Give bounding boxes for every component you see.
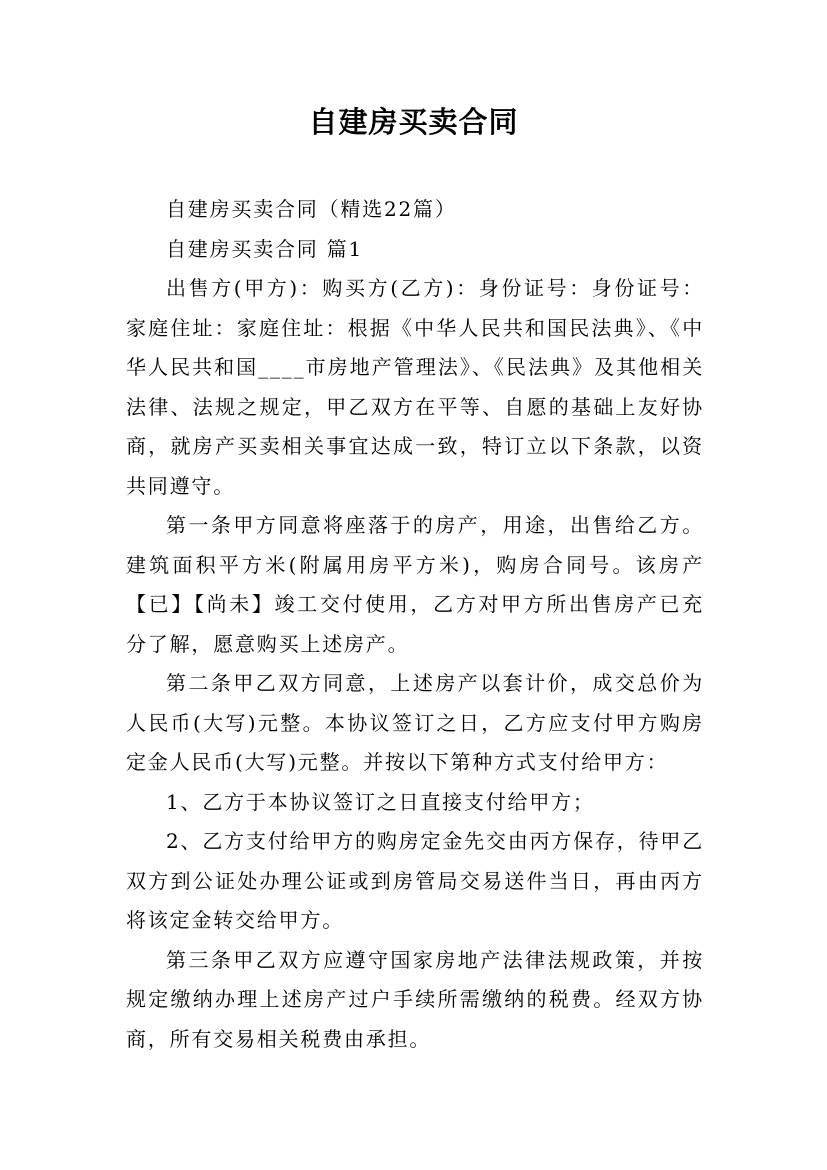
paragraph-section-heading: 自建房买卖合同 篇1 <box>166 236 364 261</box>
paragraph-article-3: 第三条甲乙双方应遵守国家房地产法律法规政策，并按规定缴纳办理上述房产过户手续所需缴纳的税费。经双方协商，所有交易相关税费由承担。 <box>126 947 704 1051</box>
document-body <box>126 190 704 1059</box>
paragraph-parties: 出售方(甲方)：购买方(乙方)：身份证号：身份证号：家庭住址：家庭住址：根据《中华人民共和国民法典》、《中华人民共和国____市房地产管理法》、《民法典》及其他相关法律、法规之规定，甲乙双方在平等、自愿的基础上友好协商，就房产买卖相关事宜达成一致，特订立以下条款，以资共同遵守。 <box>126 276 704 498</box>
paragraph-article-1: 第一条甲方同意将座落于的房产，用途，出售给乙方。建筑面积平方米(附属用房平方米)，购房合同号。该房产【已】【尚未】竣工交付使用，乙方对甲方所出售房产已充分了解，愿意购买上述房产。 <box>126 513 704 656</box>
paragraph-payment-option-2: 2、乙方支付给甲方的购房定金先交由丙方保存，待甲乙双方到公证处办理公证或到房管局交易送件当日，再由丙方将该定金转交给甲方。 <box>126 829 704 932</box>
paragraph-article-2: 第二条甲乙双方同意，上述房产以套计价，成交总价为人民币(大写)元整。本协议签订之日，乙方应支付甲方购房定金人民币(大写)元整。并按以下第种方式支付给甲方： <box>126 671 704 774</box>
paragraph-subtitle: 自建房买卖合同（精选22篇） <box>166 197 457 221</box>
paragraph-payment-option-1: 1、乙方于本协议签订之日直接支付给甲方； <box>166 789 595 814</box>
document-title: 自建房买卖合同 <box>308 105 519 139</box>
